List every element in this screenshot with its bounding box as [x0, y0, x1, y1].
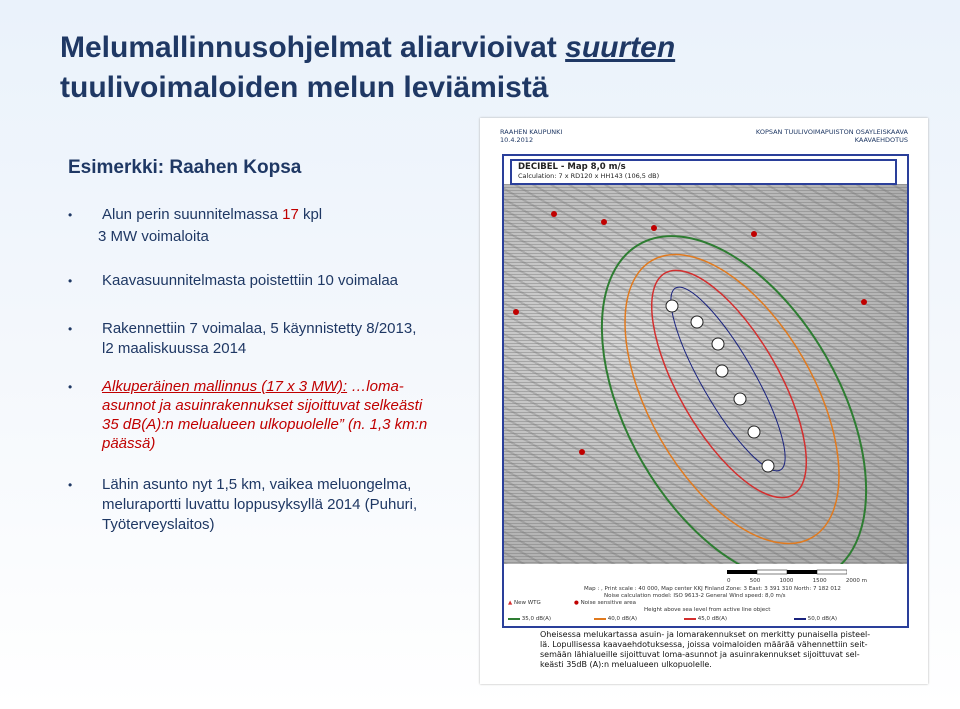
bullet-text: l2 maaliskuussa 2014 [102, 340, 247, 357]
scale-bar-graphic [727, 568, 847, 576]
map-frame [502, 154, 909, 628]
note-line: keästi 35dB (A):n melualueen ulkopuolelle. [540, 660, 712, 669]
legend-label: 40,0 dB(A) [607, 616, 638, 622]
noise-contours [504, 184, 907, 564]
legend-label: New WTG [513, 600, 541, 606]
bullet-text: 35 dB(A):n melualueen ulkopuolelle” (n. 1,3 km:n [102, 416, 428, 433]
scale-label: 1000 [779, 578, 794, 584]
legend-label: Noise sensitive area [580, 600, 637, 606]
legend-line: Map : , Print scale : 40 000, Map center KKJ Finland Zone: 3 East: 3 391 310 North: 7 182 012 [584, 586, 841, 592]
bullet-text: Rakennettiin 7 voimalaa, 5 käynnistetty 8/2013, [102, 320, 417, 337]
dwelling-point-icon [513, 309, 519, 315]
contour-35-swatch [508, 618, 520, 620]
title-emphasis: suurten [565, 31, 676, 64]
map-title: DECIBEL - Map 8,0 m/s [518, 162, 626, 172]
noise-area-icon: ● [574, 600, 579, 606]
subtitle: Esimerkki: Raahen Kopsa [68, 157, 302, 178]
bullet-text: …loma- [347, 378, 404, 395]
title-part2: tuulivoimaloiden melun leviämistä [60, 71, 549, 104]
turbine-marker-icon [716, 365, 728, 377]
turbine-marker-icon [762, 460, 774, 472]
bullet-text: Kaavasuunnitelmasta poistettiin 10 voimalaa [102, 272, 399, 289]
map-title-box [510, 159, 897, 185]
bullet-heading: Alkuperäinen mallinnus (17 x 3 MW): [102, 378, 348, 395]
doc-header-text: KOPSAN TUULIVOIMAPUISTON OSAYLEISKAAVA [755, 128, 908, 136]
dwelling-point-icon [751, 231, 757, 237]
bullet-text: kpl [298, 206, 323, 223]
slide-title [60, 28, 780, 108]
dwelling-point-icon [551, 211, 557, 217]
note-line: semään lähialueille sijoittuvat loma-asunnot ja asuinrakennukset sijoittuvat sel- [540, 650, 860, 659]
scale-label: 0 [727, 578, 731, 584]
bullet-icon: • [68, 274, 73, 288]
bullet-text: Lähin asunto nyt 1,5 km, vaikea meluongelma, [102, 476, 412, 493]
contour-35db [547, 191, 907, 564]
new-wtg-icon: ▲ [508, 600, 513, 606]
legend-label: 35,0 dB(A) [521, 616, 552, 622]
doc-header-left [500, 128, 562, 144]
turbine-marker-icon [734, 393, 746, 405]
contour-50-swatch [794, 618, 806, 620]
note-line: Oheisessa melukartassa asuin- ja lomarakennukset on merkitty punaisella pisteel- [540, 630, 871, 639]
turbine-marker-icon [712, 338, 724, 350]
legend-line: Noise calculation model: ISO 9613-2 General Wind speed: 8,0 m/s [604, 593, 786, 599]
bullet-icon: • [68, 208, 73, 222]
dwelling-point-icon [861, 299, 867, 305]
scale-label: 2000 m [845, 578, 867, 584]
note-line: lä. Lopullisessa kaavaehdotuksessa, joissa voimaloiden määrää vähennettiin seit- [540, 640, 868, 649]
dwelling-point-icon [601, 219, 607, 225]
scale-label: 500 [749, 578, 761, 584]
scale-bar [727, 568, 867, 584]
doc-header-right [708, 128, 908, 144]
doc-header-text: KAAVAEHDOTUS [854, 136, 908, 144]
bullet-icon: • [68, 478, 73, 492]
doc-header-text: RAAHEN KAUPUNKI [500, 128, 563, 136]
bullet-text: päässä) [102, 435, 156, 452]
turbine-count-original: 17 [282, 206, 299, 223]
legend-label: 45,0 dB(A) [697, 616, 728, 622]
turbine-marker-icon [748, 426, 760, 438]
map-legend [504, 566, 907, 628]
bullet-text: Alun perin suunnitelmassa [102, 206, 283, 223]
legend-label: 50,0 dB(A) [807, 616, 838, 622]
legend-height: Height above sea level from active line object [644, 607, 771, 613]
bullet-text: Työterveyslaitos) [102, 516, 215, 533]
title-part1: Melumallinnusohjelmat aliarvioivat [60, 31, 566, 64]
doc-header-text: 10.4.2012 [500, 136, 534, 144]
contour-45-swatch [684, 618, 696, 620]
dwelling-point-icon [651, 225, 657, 231]
dwelling-point-icon [579, 449, 585, 455]
turbine-marker-icon [691, 316, 703, 328]
bullet-text: meluraportti luvattu loppusyksyllä 2014 (Puhuri, [102, 496, 418, 513]
turbine-marker-icon [666, 300, 678, 312]
bullet-icon: • [68, 380, 73, 394]
scale-labels [727, 578, 867, 584]
map-calculation: Calculation: 7 x RD120 x HH143 (106,5 dB) [518, 172, 660, 180]
bullet-text: asunnot ja asuinrakennukset sijoittuvat selkeästi [102, 397, 423, 414]
scale-label: 1500 [812, 578, 827, 584]
contour-40-swatch [594, 618, 606, 620]
bullet-text: 3 MW voimaloita [98, 228, 209, 245]
noise-map-document [480, 118, 928, 684]
map-note [540, 630, 910, 670]
bullet-icon: • [68, 322, 73, 336]
contour-40db [581, 219, 883, 564]
